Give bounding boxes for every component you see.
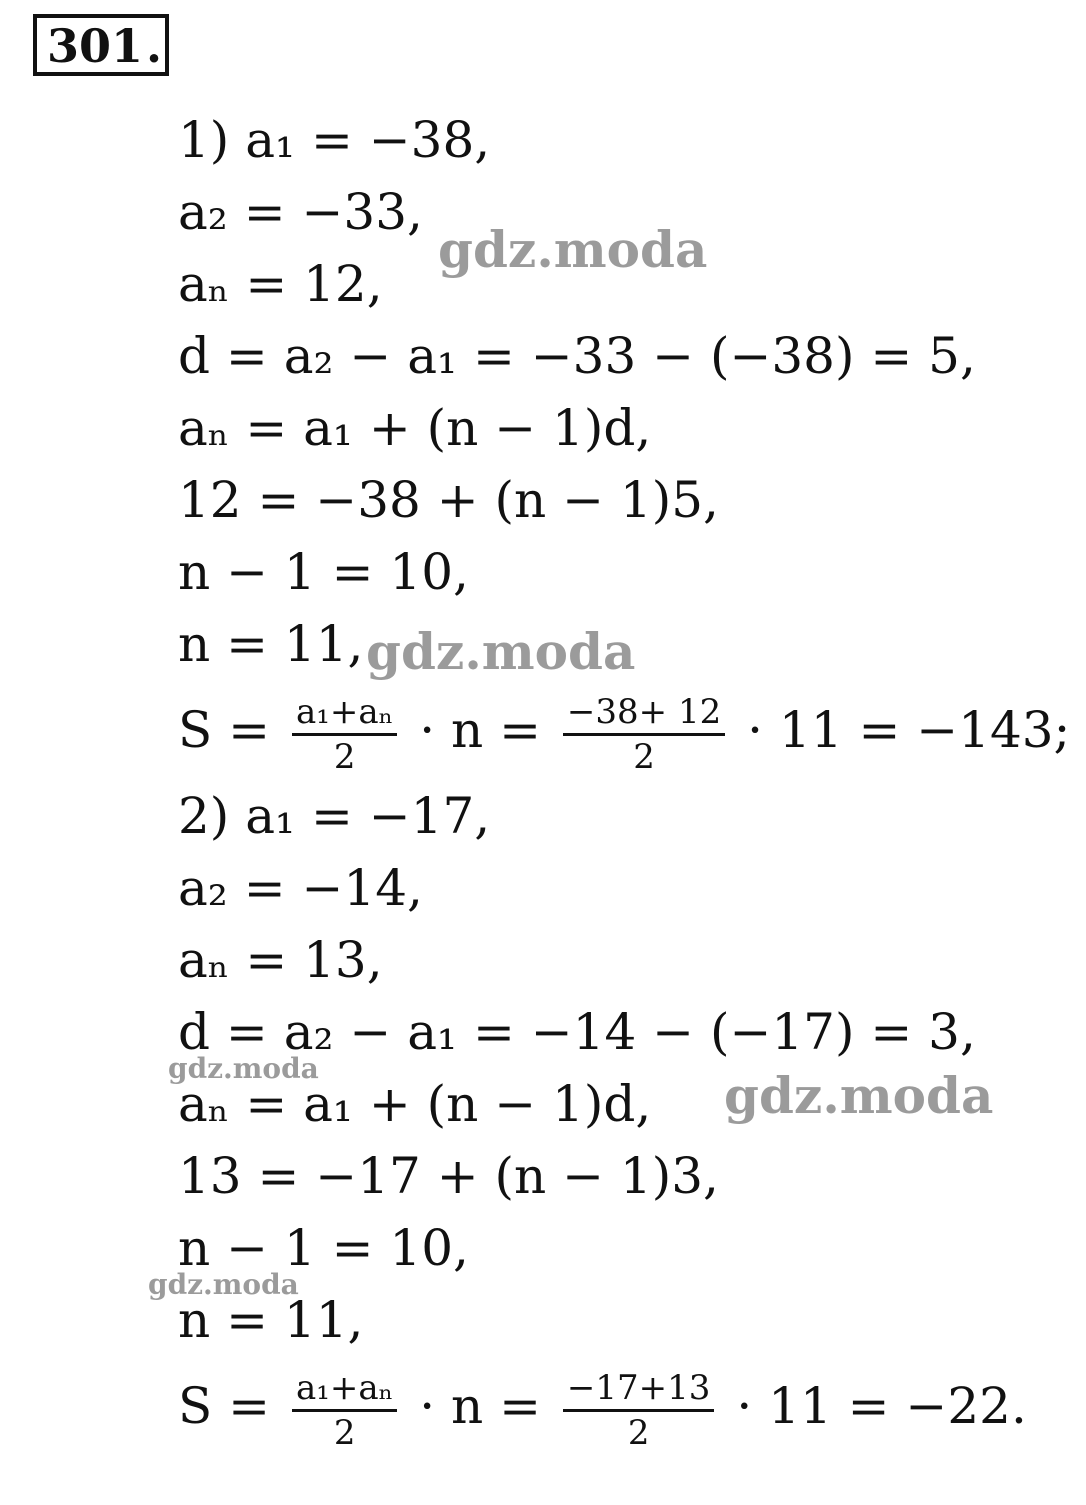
fraction-denominator: 2 bbox=[333, 736, 356, 777]
equation-line: a₂ = −33, bbox=[178, 183, 423, 241]
watermark: gdz.moda bbox=[168, 1052, 319, 1085]
fraction bbox=[292, 1367, 397, 1453]
fraction-numerator: a₁+aₙ bbox=[292, 695, 397, 736]
sum-formula bbox=[178, 1356, 1068, 1456]
solution bbox=[178, 104, 1071, 1456]
watermark: gdz.moda bbox=[148, 1268, 299, 1301]
sum-result: · 11 = −22. bbox=[736, 1377, 1027, 1435]
equation-line: aₙ = a₁ + (n − 1)d, bbox=[178, 399, 652, 457]
watermark: gdz.moda bbox=[724, 1066, 994, 1125]
fraction-denominator: 2 bbox=[633, 736, 655, 777]
fraction-numerator: a₁+aₙ bbox=[292, 1371, 397, 1412]
fraction-numerator: −17+13 bbox=[563, 1371, 715, 1412]
fraction-denominator: 2 bbox=[333, 1412, 356, 1453]
sum-formula bbox=[178, 680, 1071, 780]
equation-line: aₙ = a₁ + (n − 1)d, bbox=[178, 1075, 652, 1133]
equation-line: 2) a₁ = −17, bbox=[178, 787, 491, 845]
equation-line: 13 = −17 + (n − 1)3, bbox=[178, 1147, 719, 1205]
fraction bbox=[292, 691, 397, 777]
watermark: gdz.moda bbox=[438, 220, 708, 279]
fraction-denominator: 2 bbox=[627, 1412, 650, 1453]
task-number: 301 bbox=[47, 19, 144, 73]
sum-result: · 11 = −143; bbox=[747, 701, 1071, 759]
fraction-numerator: −38+ 12 bbox=[563, 695, 725, 736]
sum-lhs: S = bbox=[178, 701, 271, 759]
equation-line: n − 1 = 10, bbox=[178, 1219, 469, 1277]
equation-line: d = a₂ − a₁ = −33 − (−38) = 5, bbox=[178, 327, 976, 385]
sum-middle: · n = bbox=[419, 701, 542, 759]
equation-line: 1) a₁ = −38, bbox=[178, 111, 491, 169]
equation-line: 12 = −38 + (n − 1)5, bbox=[178, 471, 719, 529]
equation-line: aₙ = 13, bbox=[178, 931, 383, 989]
equation-line: d = a₂ − a₁ = −14 − (−17) = 3, bbox=[178, 1003, 976, 1061]
sum-middle: · n = bbox=[419, 1377, 542, 1435]
equation-line: n = 11, bbox=[178, 1291, 364, 1349]
sum-lhs: S = bbox=[178, 1377, 271, 1435]
equation-line: a₂ = −14, bbox=[178, 859, 423, 917]
fraction bbox=[563, 691, 725, 777]
watermark: gdz.moda bbox=[366, 622, 636, 681]
equation-line: n − 1 = 10, bbox=[178, 543, 469, 601]
equation-line: aₙ = 12, bbox=[178, 255, 383, 313]
equation-line: n = 11, bbox=[178, 615, 364, 673]
fraction bbox=[563, 1367, 715, 1453]
task-number-dot: . bbox=[146, 19, 163, 73]
